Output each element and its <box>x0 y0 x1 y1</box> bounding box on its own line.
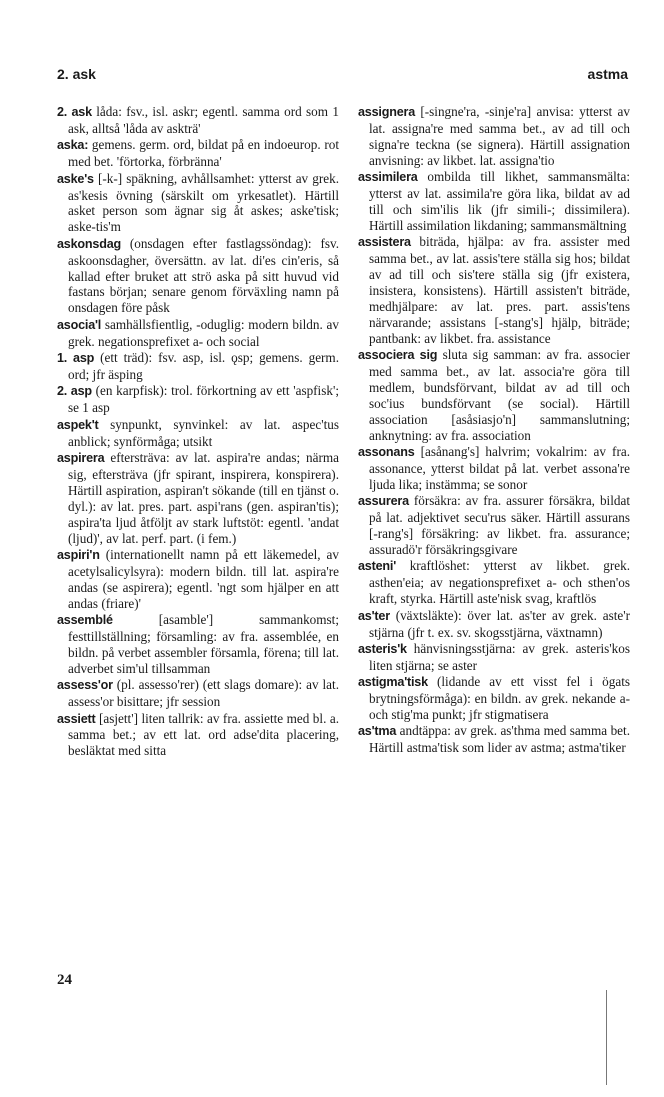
entry <box>57 383 339 416</box>
headword: aske's <box>57 171 94 186</box>
entry <box>57 450 339 546</box>
running-head-right: astma <box>587 66 628 82</box>
definition: kraftlöshet: ytterst av likbet. grek. asthen'eia; av negationsprefixet a- och sthen'os kraft, styrka. Härtill aste'nisk svag, kraftlös <box>369 558 630 607</box>
headword: assignera <box>358 105 416 119</box>
headword: associera sig <box>358 348 438 363</box>
headword: assonans <box>358 445 415 460</box>
entry <box>57 236 339 317</box>
headword: askonsdag <box>57 236 121 251</box>
entry <box>57 104 339 137</box>
entry <box>358 641 630 674</box>
entry <box>358 558 630 607</box>
entry <box>57 417 339 450</box>
definition: försäkra: av fra. assurer försäkra, bildat på lat. adjektivet secu'rus säker. Härtill assurans [-rang's] försäkring: av likbet. fra. assurance; assuradö'r försäkringsgivare <box>369 493 630 557</box>
definition: (pl. assesso'rer) (ett slags domare): av lat. assess'or bisittare; jfr session <box>68 677 339 710</box>
definition: andtäppa: av grek. as'thma med samma bet. Härtill astma'tisk som lider av astma; astma'tiker <box>369 723 630 756</box>
entry <box>358 234 630 346</box>
headword: aspirera <box>57 451 105 466</box>
entry <box>358 104 630 169</box>
entry <box>358 169 630 234</box>
headword: asocia'l <box>57 317 102 332</box>
entry <box>358 493 630 558</box>
headword: asteris'k <box>358 641 407 656</box>
entry <box>358 674 630 723</box>
definition: gemens. germ. ord, bildat på en indoeurop. rot med bet. 'förtorka, förbränna' <box>68 137 339 170</box>
entry <box>57 711 339 760</box>
definition: sluta sig samman: av fra. associer med samma bet., av lat. associa're göra till medlem, bundsförvant, bildat av ad till och soc'ius bundsförvant (se social). Härtill association [asåsiasjo'n] sammanslutning; anknytning: av fra. association <box>369 347 630 443</box>
entry <box>57 171 339 236</box>
definition: [asjett'] liten tallrik: av fra. assiette med bl. a. samma bet.; av ett lat. ord adse'dita placering, besläktat med sitta <box>68 710 339 759</box>
right-column <box>358 104 630 757</box>
headword: as'tma <box>358 724 397 739</box>
entry <box>57 547 339 612</box>
definition: [asånang's] halvrim; vokalrim: av fra. assonance, ytterst bildat på lat. verbet assona're ljuda lika; instämma; se sonor <box>369 444 630 492</box>
headword: assiett <box>57 711 96 726</box>
definition: låda: fsv., isl. askr; egentl. samma ord som 1 ask, alltså 'låda av askträ' <box>68 104 339 136</box>
definition: hänvisningsstjärna: av grek. asteris'kos liten stjärna; se aster <box>369 640 630 673</box>
entry <box>358 723 630 756</box>
headword: aska: <box>57 138 89 153</box>
entry <box>57 612 339 677</box>
entry <box>57 317 339 350</box>
entry <box>358 608 630 641</box>
definition: (ett träd): fsv. asp, isl. ǫsp; gemens. germ. ord; jfr äsping <box>68 350 339 382</box>
entry <box>57 677 339 710</box>
headword: assurera <box>358 494 409 509</box>
headword: assistera <box>358 235 411 250</box>
definition: synpunkt, synvinkel: av lat. aspec'tus anblick; synförmåga; utsikt <box>68 416 339 449</box>
headword: as'ter <box>358 608 390 623</box>
headword: 2. ask <box>57 105 92 119</box>
definition: [asamble'] sammankomst; festtillställning; församling: av fra. assemblée, en bildn. på verbet assembler församla, förena; till lat. adverbet sim'ul tillsamman <box>68 612 339 676</box>
headword: aspiri'n <box>57 547 100 562</box>
definition: (internationellt namn på ett läkemedel, av acetylsalicylsyra): modern bildn. till lat. aspira're andas (se aspirera); egentl. 'ngt som hjälper en att andas (friare)' <box>68 546 339 611</box>
entry <box>57 350 339 383</box>
headword: astigma'tisk <box>358 675 428 690</box>
headword: assess'or <box>57 678 113 693</box>
entry <box>57 137 339 170</box>
margin-rule <box>606 990 607 1085</box>
definition: (onsdagen efter fastlagssöndag): fsv. askoonsdagher, översättn. av lat. di'es cin'eris, så kallad efter bruket att strö aska på sitt huvud vid fastans början; senare genom förväxling namn på onsdagen före påsk <box>68 235 339 316</box>
entry <box>358 444 630 493</box>
page-number: 24 <box>57 972 72 988</box>
headword: assemblé <box>57 613 113 628</box>
definition: (växtsläkte): över lat. as'ter av grek. aste'r stjärna (jfr t. ex. sv. skogsstjärna, växtnamn) <box>369 607 630 640</box>
definition: [-singne'ra, -sinje'ra] anvisa: ytterst av lat. assigna're med samma bet., av ad till och signa're teckna (se signera). Härtill assignation anvisning: av likbet. lat. assigna'tio <box>369 104 630 168</box>
headword: aspek't <box>57 417 99 432</box>
definition: biträda, hjälpa: av fra. assister med samma bet., av lat. assis'tere ställa sig hos; bildat av ad till och sis'tere ställa sig (jfr existera, insistera, konsistens). Härtill assisten't biträde, medhjälpare: av lat. pres. part. assis'tens närvarande; assistans [-stang's] hjälp, biträde; pantbank: av likbet. fra. assistance <box>369 234 630 346</box>
definition: (en karpfisk): trol. förkortning av ett 'aspfisk'; se 1 asp <box>68 383 339 416</box>
left-column <box>57 104 339 760</box>
definition: samhällsfientlig, -oduglig: modern bildn. av grek. negationsprefixet a- och social <box>68 316 339 349</box>
definition: ombilda till likhet, sammansmälta: ytterst av lat. assimila're göra lika, bildat av ad till och sim'ilis lik (jfr simili-; dissimilera). Härtill assimilation likdaning; sammansmältning <box>369 169 630 233</box>
definition: eftersträva: av lat. aspira're andas; närma sig, eftersträva (jfr spirant, inspirera, konspirera). Härtill aspiration, aspiran't sökande (till en tjänst o. dyl.): av lat. pres. part. aspi'rans (gen. aspiran'tis); aspira'ta ljud åtföljt av stark luftstöt: egentl. 'andat (ljud)', av lat. perf. part. (i fem.) <box>68 450 339 546</box>
definition: (lidande av ett visst fel i ögats brytningsförmåga): en bildn. av grek. nekande a- och stig'ma punkt; jfr stigmatisera <box>369 674 630 723</box>
headword: 1. asp <box>57 351 95 366</box>
entry <box>358 347 630 443</box>
headword: 2. asp <box>57 384 92 399</box>
running-head-left: 2. ask <box>57 66 96 82</box>
definition: [-k-] späkning, avhållsamhet: ytterst av grek. as'kesis övning (särskilt om yrkesatlet). Härtill asket person som ägnar sig åt askes; aske'tisk; aske-tis'm <box>68 170 339 235</box>
headword: asteni' <box>358 559 396 574</box>
headword: assimilera <box>358 170 418 185</box>
